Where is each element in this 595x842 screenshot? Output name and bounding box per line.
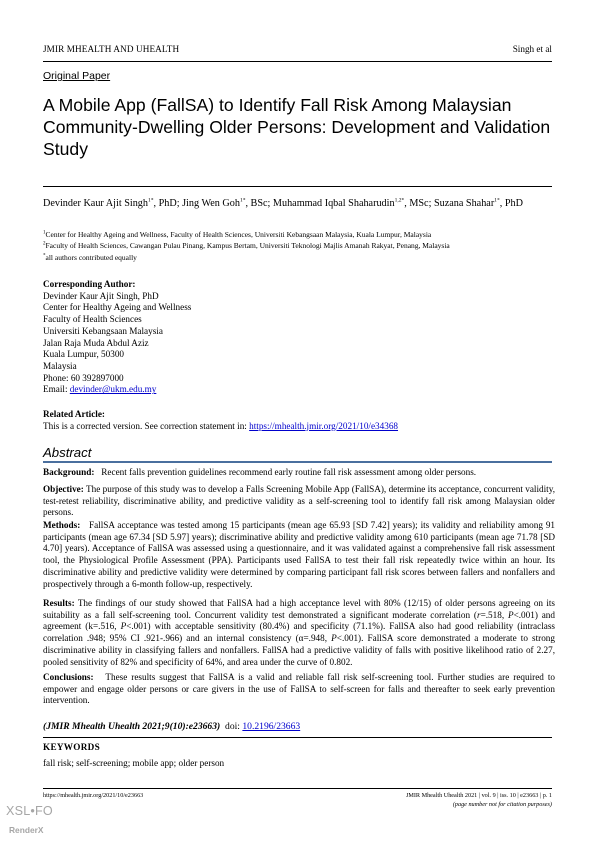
email-link[interactable]: devinder@ukm.edu.my bbox=[69, 384, 157, 395]
affiliation-item bbox=[43, 229, 555, 240]
email-line bbox=[43, 384, 555, 396]
corresponding-author-block bbox=[43, 279, 555, 396]
affiliation-number: 2 bbox=[43, 241, 46, 247]
conclusions-label: Conclusions: bbox=[43, 672, 94, 682]
abstract-background bbox=[43, 467, 555, 479]
results-text: <.001) with acceptable sensitivity (80.4%) and specificity (71.1%). FallSA also had good reliability (intraclass correlation .948; 95% CI .921-.966) and an internal consistency (α=.948, bbox=[43, 621, 555, 644]
title-divider bbox=[43, 186, 552, 187]
citation-divider bbox=[43, 737, 552, 738]
conclusions-text: These results suggest that FallSA is a valid and reliable fall risk self-screening tool. Further studies are required to empower and engage older persons or care givers in the use of FallSA to self-screen for falls and thereafter to seek early prevention intervention. bbox=[43, 672, 556, 706]
related-article-block bbox=[43, 409, 555, 432]
affiliation-text: Center for Healthy Ageing and Wellness, Faculty of Health Sciences, Universiti Kebangsaan Malaysia, Kuala Lumpur, Malaysia bbox=[45, 230, 432, 239]
footer-note: (page number not for citation purposes) bbox=[452, 800, 552, 808]
results-text: <.001). FallSA score demonstrated a moderate to strong discriminative ability in classifying fallers and nonfallers. FallSA had a predictive validity of falls with positive likelihood ratio of 2.27, pooled sensitivity of 82% and specificity of 64%, and area under the curve of 0.802. bbox=[43, 633, 555, 667]
author-affiliation-mark: 1* bbox=[147, 197, 154, 204]
results-text: <.001) and agreement (k=.516, bbox=[43, 609, 555, 632]
corresponding-line: Universiti Kebangsaan Malaysia bbox=[43, 325, 163, 336]
affiliation-number: 1 bbox=[43, 230, 46, 236]
author-degree: MSc bbox=[409, 198, 429, 209]
related-article-line bbox=[43, 421, 555, 433]
corresponding-line: Devinder Kaur Ajit Singh, PhD bbox=[43, 290, 159, 301]
footer-page-text: JMIR Mhealth Uhealth 2021 | vol. 9 | iss. 10 | e23663 | p. 1 bbox=[405, 792, 552, 799]
abstract-conclusions bbox=[43, 672, 555, 707]
affiliation-number: * bbox=[43, 253, 46, 259]
affiliation-text: Faculty of Health Sciences, Cawangan Pulau Pinang, Kampus Bertam, Universiti Teknologi Majlis Amanah Rakyat, Penang, Malaysia bbox=[45, 241, 450, 251]
corresponding-line: Center for Healthy Ageing and Wellness bbox=[43, 302, 192, 313]
author-list: Devinder Kaur Ajit Singh$^{1*}$, PhD; Jing Wen Goh$^{1*}$, BSc; Muhammad Iqbal Shaharudin$^{1,2*}$, MSc; Suzana Shahar$^{1*}$, PhD bbox=[43, 197, 523, 209]
affiliation-item bbox=[43, 252, 555, 263]
background-text: Recent falls prevention guidelines recommend early routine fall risk assessment among older persons. bbox=[101, 467, 477, 477]
affiliation-text: all authors contributed equally bbox=[45, 252, 137, 262]
corresponding-line: Phone: 60 392897000 bbox=[43, 372, 124, 383]
abstract-methods bbox=[43, 520, 555, 590]
keywords-heading: KEYWORDS bbox=[43, 742, 101, 752]
results-text: r bbox=[476, 609, 481, 620]
keywords-text: fall risk; self-screening; mobile app; older person bbox=[43, 758, 225, 768]
xslfo-watermark: XSL•FO bbox=[6, 804, 53, 818]
corresponding-line: Jalan Raja Muda Abdul Aziz bbox=[43, 337, 149, 348]
citation-line bbox=[43, 721, 555, 733]
journal-name: JMIR MHEALTH AND UHEALTH bbox=[43, 44, 180, 54]
author-name: Muhammad Iqbal Shaharudin bbox=[272, 198, 395, 209]
abstract-results bbox=[43, 598, 555, 668]
email-label: Email: bbox=[43, 384, 68, 395]
doi-link[interactable]: 10.2196/23663 bbox=[242, 721, 301, 732]
related-article-text: This is a corrected version. See correction statement in: bbox=[43, 420, 247, 431]
affiliation-list bbox=[43, 229, 555, 263]
author-affiliation-mark: 1,2* bbox=[394, 197, 405, 204]
footer-url: https://mhealth.jmir.org/2021/10/e23663 bbox=[43, 792, 144, 799]
results-text: =.518, bbox=[480, 609, 508, 620]
abstract-heading: Abstract bbox=[43, 445, 92, 460]
footer-page-info bbox=[406, 792, 552, 809]
author-degree: PhD bbox=[504, 198, 523, 209]
results-label: Results: bbox=[43, 598, 75, 608]
running-header bbox=[43, 44, 552, 58]
author-affiliation-mark: 1* bbox=[239, 197, 246, 204]
header-divider bbox=[43, 61, 552, 62]
corresponding-line: Faculty of Health Sciences bbox=[43, 314, 142, 325]
objective-label: Objective: bbox=[43, 484, 84, 494]
correction-link[interactable]: https://mhealth.jmir.org/2021/10/e34368 bbox=[249, 420, 399, 431]
author-degree: BSc bbox=[250, 198, 268, 209]
results-text: The findings of our study showed that FallSA had a high acceptance level with 80% (12/15) of older persons agreeing on its suitability as a fall self-screening tool. Concurrent validity test demonstrated a significant moderate correlation ( bbox=[43, 598, 556, 620]
corresponding-line: Malaysia bbox=[43, 360, 77, 371]
affiliation-item bbox=[43, 240, 555, 251]
author-name: Suzana Shahar bbox=[433, 198, 495, 209]
running-author: Singh et al bbox=[512, 44, 552, 54]
author-degree: PhD bbox=[158, 198, 177, 209]
renderx-watermark: RenderX bbox=[9, 825, 44, 835]
doi-label: doi: bbox=[225, 721, 240, 732]
background-label: Background: bbox=[43, 467, 95, 477]
citation-text: (JMIR Mhealth Uhealth 2021;9(10):e23663) bbox=[43, 721, 221, 732]
footer-divider bbox=[43, 788, 552, 789]
corresponding-line: Kuala Lumpur, 50300 bbox=[43, 349, 125, 360]
methods-text: FallSA acceptance was tested among 15 participants (mean age 65.93 [SD 7.42] years); its validity and reliability among 91 participants (mean age 67.34 [SD 5.97] years); discriminative ability and predictive validity among 610 participants (mean age 71.78 [SD 4.70] years). Acceptance of FallSA was assessed using a questionnaire, and it was validated against a comprehensive fall risk assessment tool, the Physiological Profile Assessment (PPA). Participants used FallSA to test their fall risk repeatedly twice within an hour. Its discriminative ability and predictive validity were determined by comparing participant fall risk scores between fallers and nonfallers and prospectively through a 6-month follow-up, respectively. bbox=[43, 520, 556, 589]
results-text: P bbox=[120, 621, 127, 632]
results-text: P bbox=[331, 633, 337, 644]
author-name: Devinder Kaur Ajit Singh bbox=[43, 198, 148, 209]
related-article-heading: Related Article: bbox=[43, 409, 105, 419]
paper-title: A Mobile App (FallSA) to Identify Fall Risk Among Malaysian Community-Dwelling Older Persons: Development and Validation Study bbox=[43, 95, 551, 159]
methods-label: Methods: bbox=[43, 520, 81, 530]
corresponding-author-heading: Corresponding Author: bbox=[43, 279, 136, 289]
objective-text: The purpose of this study was to develop a Falls Screening Mobile App (FallSA), determine its acceptance, concurrent validity, test-retest reliability, discriminative ability, and predictive validity as a self-screening tool to identify fall risk among Malaysian older persons. bbox=[43, 484, 555, 518]
article-type: Original Paper bbox=[43, 70, 111, 82]
abstract-objective bbox=[43, 484, 555, 519]
author-name: Jing Wen Goh bbox=[182, 198, 240, 209]
author-affiliation-mark: 1* bbox=[494, 197, 500, 204]
results-text: P bbox=[507, 609, 514, 620]
abstract-divider bbox=[43, 461, 552, 463]
